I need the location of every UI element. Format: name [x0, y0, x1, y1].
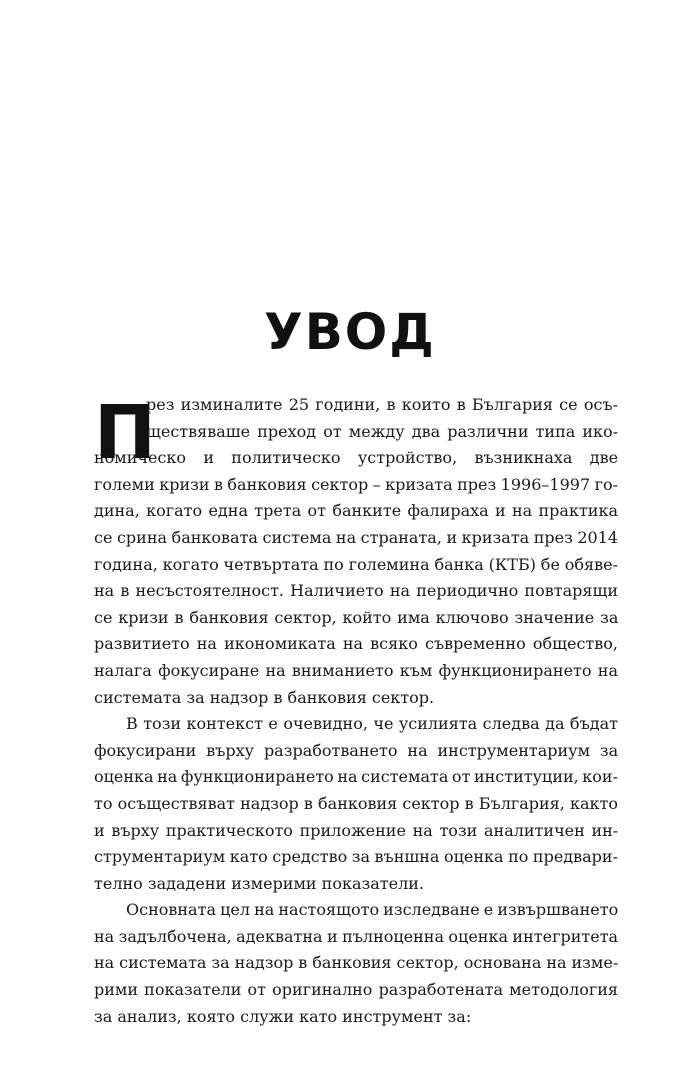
text-line: налага фокусиране на вниманието към функционирането на — [94, 660, 618, 680]
text-line: рез изминалите 25 години, в които в България се осъ- — [146, 395, 618, 414]
paragraph-3 — [94, 897, 618, 1030]
text-line: струментариум като средство за външна оценка по предвари- — [94, 847, 618, 867]
text-line: фокусирани върху разработването на инструментариум за — [94, 740, 619, 760]
text-line: В този контекст е очевидно, че усилията следва да бъдат — [126, 714, 618, 734]
text-line: на системата за надзор в банковия сектор, основана на изме- — [94, 953, 619, 973]
text-line: то осъществяват надзор в банковия сектор в България, както — [94, 793, 618, 813]
text-line: номическо и политическо устройство, възникнаха две — [94, 448, 619, 468]
text-line: и върху практическото приложение на този аналитичен ин- — [94, 820, 619, 840]
body-text — [94, 392, 618, 1030]
text-line: големи кризи в банковия сектор – кризата през 1996–1997 го- — [94, 474, 618, 494]
text-line: оценка на функционирането на системата от институции, кои- — [94, 767, 618, 787]
text-line: развитието на икономиката на всяко съвременно общество, — [94, 634, 618, 654]
drop-cap-letter: П — [94, 390, 156, 476]
text-line: дина, когато една трета от банките фалираха и на практика — [94, 501, 618, 521]
text-line: на задълбочена, адекватна и пълноценна оценка интегритета — [94, 926, 619, 946]
text-line: се кризи в банковия сектор, който има ключово значение за — [94, 607, 619, 627]
text-line: година, когато четвъртата по големина банка (КТБ) бе обявe- — [94, 554, 618, 574]
paragraph-2 — [94, 711, 618, 897]
text-line: за анализ, която служи като инструмент за: — [94, 1006, 472, 1026]
paragraph-1 — [94, 392, 618, 711]
chapter-title: УВОД — [264, 303, 436, 361]
text-line: Основната цел на настоящото изследване е извършването — [126, 900, 619, 920]
text-line: се срина банковата система на страната, и кризата през 2014 — [94, 527, 619, 547]
text-line: системата за надзор в банковия сектор. — [94, 687, 435, 707]
text-line: ществяваше преход от между два различни типа ико- — [146, 421, 619, 441]
text-line: на в несъстоятелност. Наличието на периодично повтарящи — [94, 581, 618, 601]
text-line: телно зададени измерими показатели. — [94, 873, 424, 893]
text-line: рими показатели от оригинално разработената методология — [94, 980, 618, 1000]
